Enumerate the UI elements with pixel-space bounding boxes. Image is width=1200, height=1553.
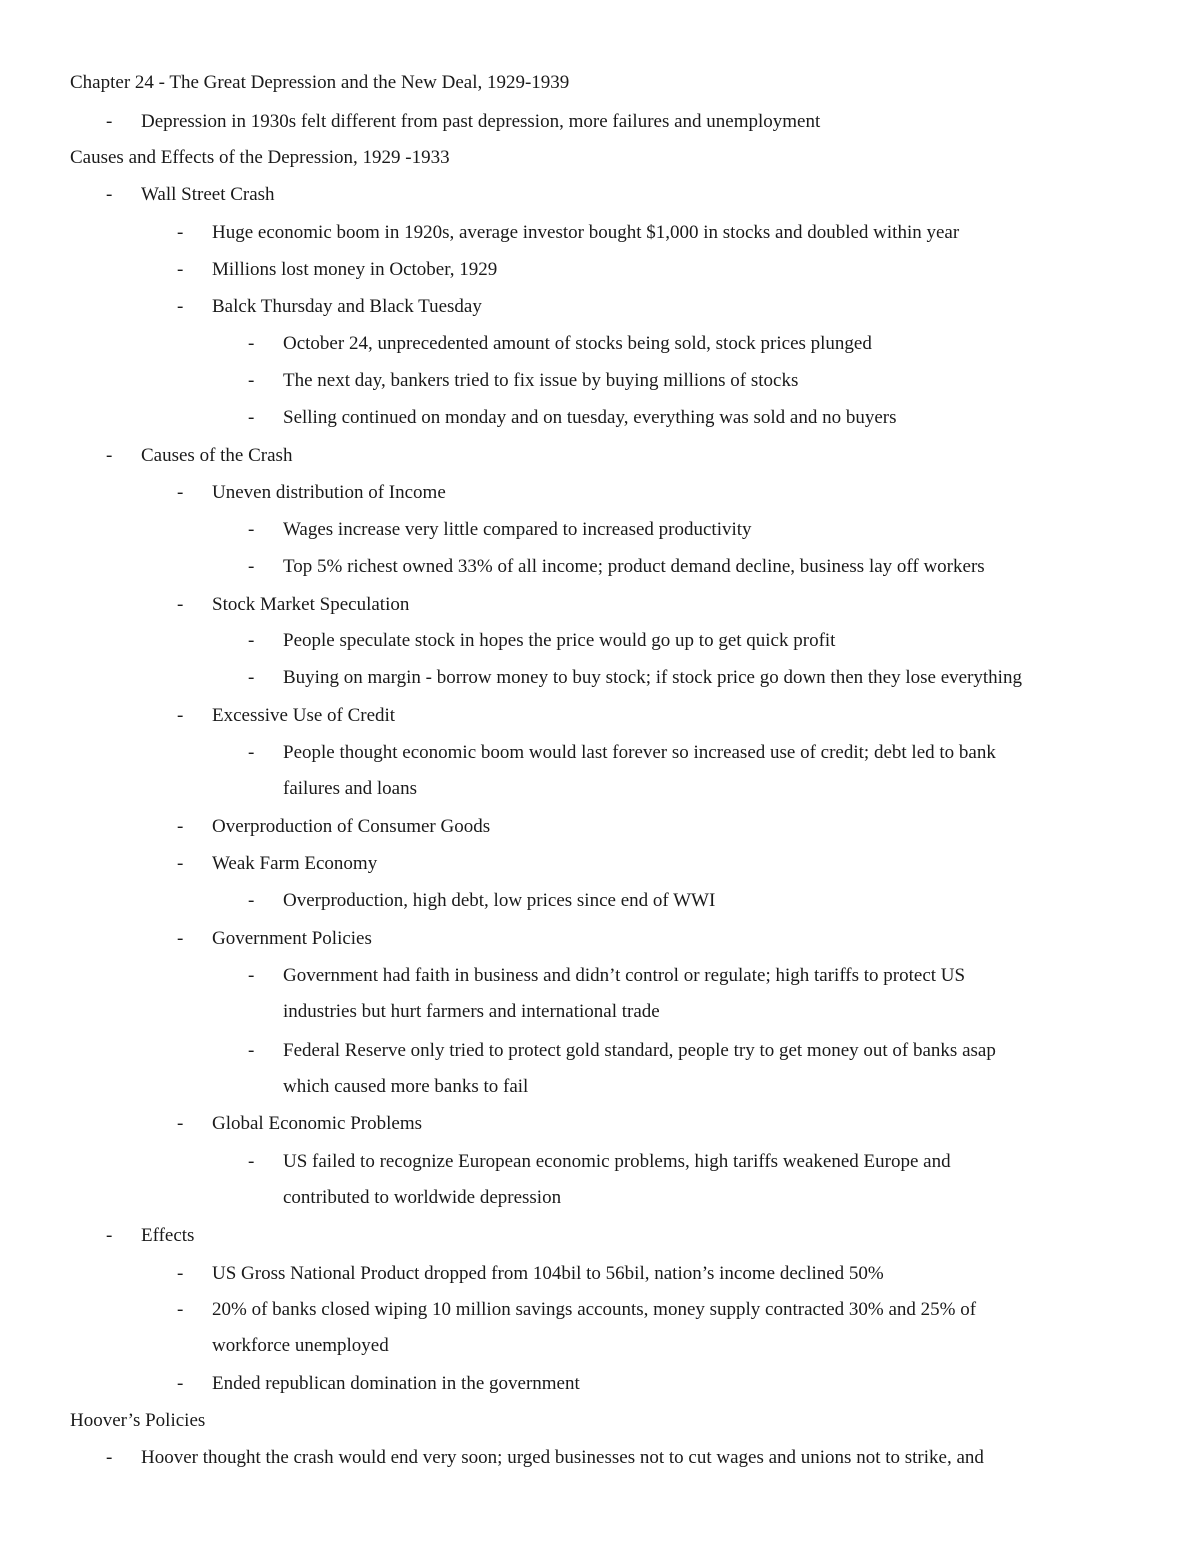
bullet-dash: - [177, 705, 184, 726]
list-item-text: Millions lost money in October, 1929 [212, 259, 498, 280]
list-item-text: October 24, unprecedented amount of stocks being sold, stock prices plunged [283, 333, 872, 354]
bullet-dash: - [248, 556, 255, 577]
bullet-dash: - [177, 1113, 184, 1134]
document-title: Chapter 24 - The Great Depression and the New Deal, 1929-1939 [70, 72, 570, 93]
text-line: which caused more banks to fail [283, 1076, 529, 1097]
section-heading: Hoover’s Policies [70, 1410, 206, 1431]
list-item-text: Global Economic Problems [212, 1113, 423, 1134]
bullet-dash: - [248, 333, 255, 354]
bullet-dash: - [106, 111, 113, 132]
bullet-dash: - [177, 1373, 184, 1394]
list-item-text: Effects [141, 1225, 195, 1246]
bullet-dash: - [177, 594, 184, 615]
bullet-dash: - [177, 259, 184, 280]
list-item-text: Causes of the Crash [141, 445, 293, 466]
list-item-text [212, 1299, 976, 1357]
bullet-dash: - [177, 1299, 184, 1320]
bullet-dash: - [248, 630, 255, 651]
section-heading: Causes and Effects of the Depression, 1929 -1933 [70, 147, 450, 168]
text-line: US failed to recognize European economic problems, high tariffs weakened Europe and [283, 1151, 951, 1172]
bullet-dash: - [177, 1263, 184, 1284]
list-item-text: US Gross National Product dropped from 104bil to 56bil, nation’s income declined 50% [212, 1263, 884, 1284]
bullet-dash: - [106, 1225, 113, 1246]
bullet-dash: - [177, 853, 184, 874]
list-item-text: Wages increase very little compared to increased productivity [283, 519, 752, 540]
list-item-text: Top 5% richest owned 33% of all income; product demand decline, business lay off workers [283, 556, 985, 577]
text-line: workforce unemployed [212, 1335, 389, 1356]
bullet-dash: - [248, 407, 255, 428]
bullet-dash: - [106, 445, 113, 466]
list-item-text [283, 965, 965, 1023]
list-item-text: Overproduction of Consumer Goods [212, 816, 491, 837]
text-line: 20% of banks closed wiping 10 million savings accounts, money supply contracted 30% and 25% of [212, 1299, 977, 1320]
bullet-dash: - [106, 184, 113, 205]
bullet-dash: - [177, 928, 184, 949]
list-item-text: Balck Thursday and Black Tuesday [212, 296, 482, 317]
bullet-dash: - [248, 667, 255, 688]
text-line: contributed to worldwide depression [283, 1187, 562, 1208]
list-item-text: The next day, bankers tried to fix issue by buying millions of stocks [283, 370, 799, 391]
list-item-text: Government Policies [212, 928, 372, 949]
bullet-dash: - [248, 370, 255, 391]
list-item-text: Overproduction, high debt, low prices since end of WWI [283, 890, 716, 911]
bullet-dash: - [248, 519, 255, 540]
list-item-text: Buying on margin - borrow money to buy stock; if stock price go down then they lose everything [283, 667, 1022, 688]
text-line: failures and loans [283, 778, 418, 799]
bullet-dash: - [177, 816, 184, 837]
bullet-dash: - [177, 222, 184, 243]
text-line: Government had faith in business and didn’t control or regulate; high tariffs to protect US [283, 965, 966, 986]
bullet-dash: - [106, 1447, 113, 1468]
text-line: Federal Reserve only tried to protect gold standard, people try to get money out of banks asap [283, 1040, 996, 1061]
list-item-text: Stock Market Speculation [212, 594, 410, 615]
bullet-dash: - [248, 965, 255, 986]
text-line: industries but hurt farmers and international trade [283, 1001, 660, 1022]
bullet-dash: - [248, 890, 255, 911]
list-item-text: Excessive Use of Credit [212, 705, 396, 726]
bullet-dash: - [177, 296, 184, 317]
list-item-text: Depression in 1930s felt different from past depression, more failures and unemployment [141, 111, 821, 132]
list-item-text: Ended republican domination in the government [212, 1373, 580, 1394]
list-item-text: People speculate stock in hopes the price would go up to get quick profit [283, 630, 836, 651]
list-item-text [283, 1040, 996, 1098]
bullet-dash: - [177, 482, 184, 503]
list-item-text: Uneven distribution of Income [212, 482, 446, 503]
list-item-text: Huge economic boom in 1920s, average investor bought $1,000 in stocks and doubled within year [212, 222, 960, 243]
list-item-text: Selling continued on monday and on tuesday, everything was sold and no buyers [283, 407, 897, 428]
bullet-dash: - [248, 1040, 255, 1061]
bullet-dash: - [248, 1151, 255, 1172]
list-item-text: Weak Farm Economy [212, 853, 378, 874]
list-item-text: Wall Street Crash [141, 184, 275, 205]
list-item-text [283, 742, 996, 800]
bullet-dash: - [248, 742, 255, 763]
list-item-text [283, 1151, 951, 1209]
text-line: People thought economic boom would last forever so increased use of credit; debt led to bank [283, 742, 996, 763]
list-item-text: Hoover thought the crash would end very soon; urged businesses not to cut wages and unions not to strike, and [141, 1447, 984, 1468]
